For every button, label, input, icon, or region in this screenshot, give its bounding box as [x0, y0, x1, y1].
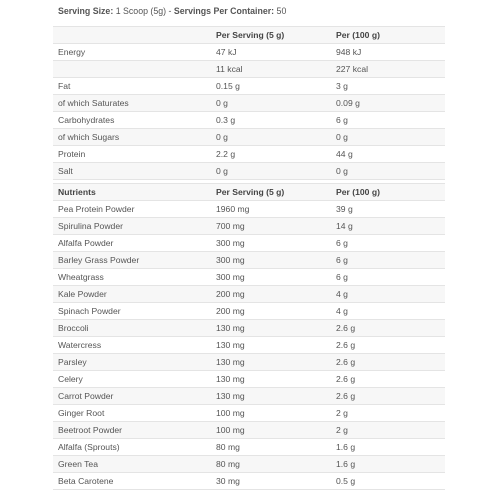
table-row	[53, 269, 445, 286]
serving-info	[58, 6, 286, 16]
header-cell: Per (100 g)	[331, 184, 445, 201]
per-100g-cell: 0.09 g	[331, 95, 445, 112]
table-row	[53, 61, 445, 78]
row-label-cell: Fat	[53, 78, 211, 95]
row-label-cell: Broccoli	[53, 320, 211, 337]
row-label-cell: Alfalfa (Sprouts)	[53, 439, 211, 456]
table-header-row	[53, 27, 445, 44]
nutrients-table	[53, 183, 445, 490]
row-label-cell: Energy	[53, 44, 211, 61]
table-row	[53, 473, 445, 490]
table-row	[53, 388, 445, 405]
per-serving-cell: 700 mg	[211, 218, 331, 235]
per-serving-cell: 0 g	[211, 163, 331, 180]
header-cell: Nutrients	[53, 184, 211, 201]
per-serving-cell: 130 mg	[211, 371, 331, 388]
per-100g-cell: 1.6 g	[331, 439, 445, 456]
per-serving-cell: 11 kcal	[211, 61, 331, 78]
per-100g-cell: 39 g	[331, 201, 445, 218]
table-row	[53, 303, 445, 320]
table-row	[53, 129, 445, 146]
per-100g-cell: 0.5 g	[331, 473, 445, 490]
row-label-cell: Salt	[53, 163, 211, 180]
per-100g-cell: 6 g	[331, 252, 445, 269]
per-100g-cell: 948 kJ	[331, 44, 445, 61]
row-label-cell: Protein	[53, 146, 211, 163]
per-serving-cell: 47 kJ	[211, 44, 331, 61]
per-100g-cell: 6 g	[331, 269, 445, 286]
row-label-cell: Carrot Powder	[53, 388, 211, 405]
per-100g-cell: 6 g	[331, 112, 445, 129]
per-serving-cell: 200 mg	[211, 303, 331, 320]
table-row	[53, 439, 445, 456]
per-serving-cell: 100 mg	[211, 422, 331, 439]
row-label-cell: Barley Grass Powder	[53, 252, 211, 269]
table-row	[53, 163, 445, 180]
per-100g-cell: 4 g	[331, 303, 445, 320]
servings-per-container-label: Servings Per Container:	[173, 6, 275, 16]
serving-size-value: 1 Scoop (5g) -	[113, 6, 174, 16]
table-row	[53, 235, 445, 252]
table-row	[53, 371, 445, 388]
table-row	[53, 112, 445, 129]
row-label-cell: Spirulina Powder	[53, 218, 211, 235]
table-row	[53, 78, 445, 95]
row-label-cell: Beta Carotene	[53, 473, 211, 490]
per-serving-cell: 0 g	[211, 129, 331, 146]
table-row	[53, 44, 445, 61]
table-row	[53, 422, 445, 439]
per-100g-cell: 2.6 g	[331, 371, 445, 388]
servings-per-container-value: 50	[274, 6, 287, 16]
per-serving-cell: 130 mg	[211, 337, 331, 354]
per-serving-cell: 130 mg	[211, 354, 331, 371]
row-label-cell: Carbohydrates	[53, 112, 211, 129]
per-serving-cell: 100 mg	[211, 405, 331, 422]
table-row	[53, 252, 445, 269]
per-100g-cell: 2 g	[331, 405, 445, 422]
row-label-cell: Pea Protein Powder	[53, 201, 211, 218]
per-100g-cell: 1.6 g	[331, 456, 445, 473]
table-row	[53, 218, 445, 235]
per-100g-cell: 14 g	[331, 218, 445, 235]
per-100g-cell: 3 g	[331, 78, 445, 95]
row-label-cell: Celery	[53, 371, 211, 388]
table-row	[53, 456, 445, 473]
row-label-cell: Alfalfa Powder	[53, 235, 211, 252]
row-label-cell: Parsley	[53, 354, 211, 371]
row-label-cell: Beetroot Powder	[53, 422, 211, 439]
row-label-cell: Watercress	[53, 337, 211, 354]
energy-table-body	[53, 44, 445, 180]
per-serving-cell: 0 g	[211, 95, 331, 112]
table-row	[53, 320, 445, 337]
table-row	[53, 354, 445, 371]
per-100g-cell: 0 g	[331, 129, 445, 146]
energy-nutrition-table	[53, 26, 445, 180]
per-100g-cell: 4 g	[331, 286, 445, 303]
table-row	[53, 337, 445, 354]
table-header-row	[53, 184, 445, 201]
row-label-cell: Kale Powder	[53, 286, 211, 303]
header-cell: Per Serving (5 g)	[211, 27, 331, 44]
per-100g-cell: 2.6 g	[331, 320, 445, 337]
per-serving-cell: 300 mg	[211, 235, 331, 252]
serving-size-label: Serving Size:	[58, 6, 114, 16]
table-row	[53, 146, 445, 163]
per-100g-cell: 2.6 g	[331, 388, 445, 405]
row-label-cell	[53, 61, 211, 78]
row-label-cell: Spinach Powder	[53, 303, 211, 320]
per-100g-cell: 2.6 g	[331, 354, 445, 371]
per-100g-cell: 0 g	[331, 163, 445, 180]
row-label-cell: Green Tea	[53, 456, 211, 473]
header-cell: Per Serving (5 g)	[211, 184, 331, 201]
per-serving-cell: 0.15 g	[211, 78, 331, 95]
table-row	[53, 201, 445, 218]
row-label-cell: Ginger Root	[53, 405, 211, 422]
table-row	[53, 286, 445, 303]
per-serving-cell: 80 mg	[211, 456, 331, 473]
per-serving-cell: 200 mg	[211, 286, 331, 303]
table-row	[53, 405, 445, 422]
header-cell	[53, 27, 211, 44]
per-serving-cell: 0.3 g	[211, 112, 331, 129]
per-100g-cell: 2.6 g	[331, 337, 445, 354]
per-serving-cell: 130 mg	[211, 388, 331, 405]
per-serving-cell: 300 mg	[211, 269, 331, 286]
per-100g-cell: 6 g	[331, 235, 445, 252]
table-row	[53, 95, 445, 112]
header-cell: Per (100 g)	[331, 27, 445, 44]
per-serving-cell: 1960 mg	[211, 201, 331, 218]
row-label-cell: of which Saturates	[53, 95, 211, 112]
row-label-cell: Wheatgrass	[53, 269, 211, 286]
per-serving-cell: 300 mg	[211, 252, 331, 269]
per-serving-cell: 130 mg	[211, 320, 331, 337]
row-label-cell: of which Sugars	[53, 129, 211, 146]
per-100g-cell: 2 g	[331, 422, 445, 439]
nutrients-table-body	[53, 201, 445, 490]
per-serving-cell: 30 mg	[211, 473, 331, 490]
per-100g-cell: 44 g	[331, 146, 445, 163]
per-serving-cell: 2.2 g	[211, 146, 331, 163]
per-100g-cell: 227 kcal	[331, 61, 445, 78]
per-serving-cell: 80 mg	[211, 439, 331, 456]
